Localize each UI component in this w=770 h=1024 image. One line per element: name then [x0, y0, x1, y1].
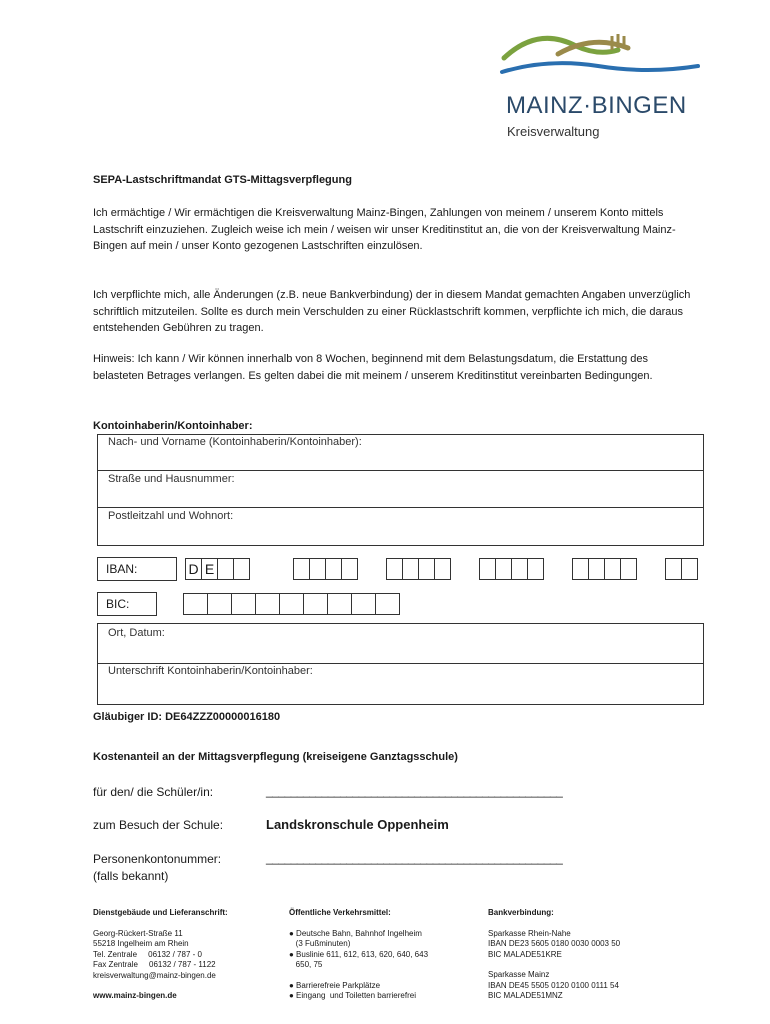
footer-line: BIC MALADE51KRE [488, 949, 562, 959]
account-holder-box [97, 434, 704, 546]
bic-cell[interactable] [375, 593, 400, 615]
signature-box [97, 623, 704, 705]
document-title: SEPA-Lastschriftmandat GTS-Mittagsverpflegung [93, 174, 352, 186]
iban-cell[interactable] [325, 558, 342, 580]
signature-label: Unterschrift Kontoinhaberin/Kontoinhaber: [108, 665, 313, 677]
divider [98, 470, 703, 471]
creditor-id: Gläubiger ID: DE64ZZZ00000016180 [93, 711, 281, 723]
iban-cell[interactable] [620, 558, 637, 580]
footer-line: Sparkasse Mainz [488, 970, 550, 979]
footer-website[interactable]: www.mainz-bingen.de [93, 991, 177, 1000]
iban-group-6[interactable] [665, 558, 697, 580]
footer-line: Fax Zentrale 06132 / 787 - 1122 [93, 960, 216, 969]
footer-line: Tel. Zentrale 06132 / 787 - 0 [93, 949, 202, 959]
student-label: für den/ die Schüler/in: [93, 785, 214, 799]
iban-cell[interactable] [588, 558, 605, 580]
footer-email[interactable]: kreisverwaltung@mainz-bingen.de [93, 970, 216, 980]
student-field[interactable]: ________________________________________________ [266, 784, 563, 798]
footer-line: (3 Fußminuten) [289, 939, 351, 948]
account-number-field[interactable]: ________________________________________________ [266, 851, 563, 865]
iban-group-1[interactable] [185, 558, 249, 580]
bic-label: BIC: [97, 592, 157, 616]
footer-line: ● Barrierefreie Parkplätze [289, 980, 381, 990]
iban-cell[interactable] [233, 558, 250, 580]
iban-cell[interactable] [511, 558, 528, 580]
bic-cell[interactable] [351, 593, 376, 615]
logo-name: MAINZ·BINGEN [506, 92, 687, 119]
bic-cell[interactable] [279, 593, 304, 615]
footer-line: 650, 75 [289, 960, 323, 969]
divider [98, 663, 703, 664]
street-field-label: Straße und Hausnummer: [108, 473, 235, 485]
bic-cell[interactable] [303, 593, 328, 615]
iban-group-2[interactable] [293, 558, 357, 580]
footer-line: IBAN DE45 5505 0120 0100 0111 54 [488, 980, 619, 990]
footer-line: ● Deutsche Bahn, Bahnhof Ingelheim [289, 928, 422, 938]
account-number-label: Personenkontonummer: [93, 852, 222, 866]
iban-cell[interactable] [341, 558, 358, 580]
bic-cell[interactable] [327, 593, 352, 615]
footer-line: ● Eingang und Toiletten barrierefrei [289, 991, 416, 1000]
footer-line: 55218 Ingelheim am Rhein [93, 939, 189, 948]
bic-cell[interactable] [255, 593, 280, 615]
iban-cell[interactable] [681, 558, 698, 580]
iban-cell[interactable] [434, 558, 451, 580]
iban-cell[interactable] [495, 558, 512, 580]
iban-cell[interactable] [217, 558, 234, 580]
footer-address [93, 908, 278, 1002]
school-label: zum Besuch der Schule: [93, 818, 224, 832]
iban-cell[interactable] [402, 558, 419, 580]
obligation-paragraph: Ich verpflichte mich, alle Änderungen (z.B. neue Bankverbindung) der in diesem Mandat gemachten Angaben unverzüglich schriftlich mitzuteilen. Sollte es durch mein Verschulden zu einer Rücklastschrift kommen, verpflichte ich mich, die daraus entstehenden Gebühren zu tragen. [93, 289, 691, 334]
account-number-note: (falls bekannt) [93, 869, 169, 883]
mandate-paragraph: Ich ermächtige / Wir ermächtigen die Kreisverwaltung Mainz-Bingen, Zahlungen von meinem / unserem Konto mittels Lastschrift einzuziehen. Zugleich weise ich mein / weisen wir unser Kreditinstitut an, die von der Kreisverwaltung Mainz-Bingen auf mein / unser Konto gezogenen Lastschriften einzulösen. [93, 207, 676, 252]
logo-subtitle: Kreisverwaltung [507, 124, 600, 139]
iban-cell[interactable] [572, 558, 589, 580]
iban-cell[interactable]: E [201, 558, 218, 580]
iban-cell[interactable] [604, 558, 621, 580]
iban-label: IBAN: [97, 557, 177, 581]
iban-cell[interactable] [386, 558, 403, 580]
footer-heading: Öffentliche Verkehrsmittel: [289, 908, 391, 917]
school-value: Landskronschule Oppenheim [266, 817, 449, 832]
bic-cell[interactable] [183, 593, 208, 615]
iban-cell[interactable] [293, 558, 310, 580]
footer-line: ● Buslinie 611, 612, 613, 620, 640, 643 [289, 949, 429, 959]
cost-heading: Kostenanteil an der Mittagsverpflegung (kreiseigene Ganztagsschule) [93, 751, 458, 763]
name-field-label: Nach- und Vorname (Kontoinhaberin/Kontoinhaber): [108, 436, 362, 448]
footer-line: BIC MALADE51MNZ [488, 991, 563, 1000]
iban-cell[interactable] [418, 558, 435, 580]
iban-cell[interactable] [527, 558, 544, 580]
iban-cell[interactable]: D [185, 558, 202, 580]
footer-transport [289, 908, 474, 1002]
city-field-label: Postleitzahl und Wohnort: [108, 510, 234, 522]
mainz-bingen-logo [498, 28, 708, 88]
account-holder-heading: Kontoinhaberin/Kontoinhaber: [93, 420, 253, 432]
footer-bank [488, 908, 678, 1002]
iban-group-3[interactable] [386, 558, 450, 580]
bic-cell[interactable] [231, 593, 256, 615]
divider [98, 507, 703, 508]
place-date-label: Ort, Datum: [108, 627, 165, 639]
footer-line: IBAN DE23 5605 0180 0030 0003 50 [488, 939, 621, 948]
iban-cell[interactable] [479, 558, 496, 580]
footer-line: Sparkasse Rhein-Nahe [488, 928, 571, 938]
bic-cells[interactable] [183, 593, 399, 615]
bic-cell[interactable] [207, 593, 232, 615]
iban-group-4[interactable] [479, 558, 543, 580]
iban-group-5[interactable] [572, 558, 636, 580]
footer-heading: Bankverbindung: [488, 908, 554, 917]
notice-paragraph: Hinweis: Ich kann / Wir können innerhalb von 8 Wochen, beginnend mit dem Belastungsdatum, die Erstattung des belasteten Betrages verlangen. Es gelten dabei die mit meinem / unserem Kreditinstitut vereinbarten Bedingungen. [93, 353, 653, 382]
footer-line: Georg-Rückert-Straße 11 [93, 928, 183, 938]
iban-cell[interactable] [309, 558, 326, 580]
iban-cell[interactable] [665, 558, 682, 580]
footer-heading: Dienstgebäude und Lieferanschrift: [93, 908, 228, 917]
